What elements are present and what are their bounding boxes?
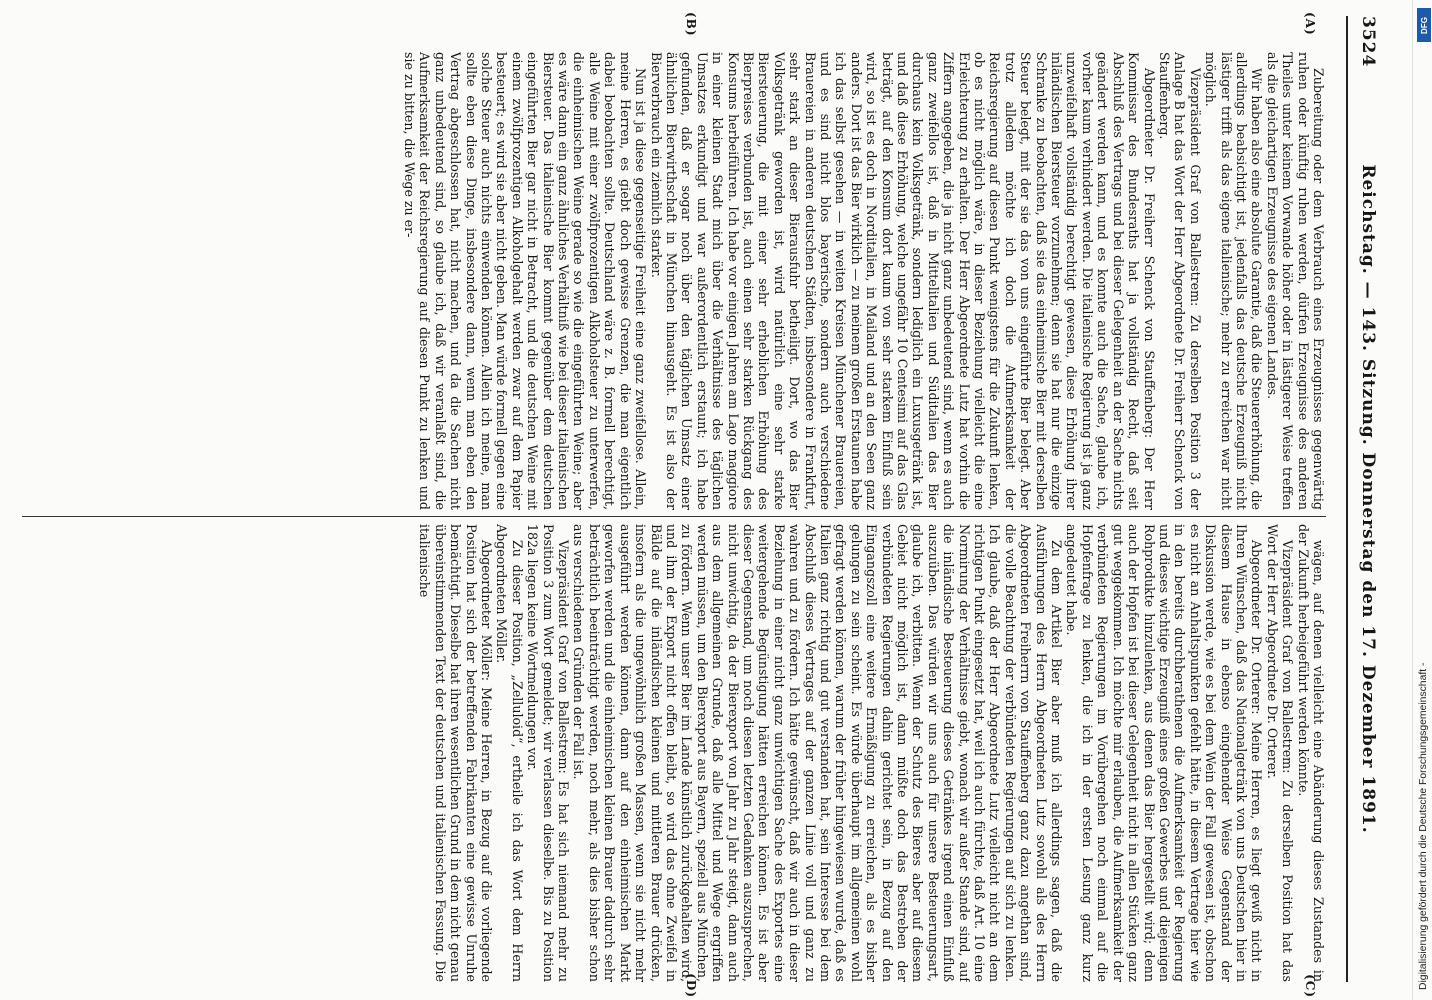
paragraph: Vizepräsident Graf von Ballestrem: Zu derselben Position hat das Wort der Herr Abgeordnete Dr. Orterer. <box>1264 524 1296 982</box>
scan-edge <box>1412 0 1413 1000</box>
paragraph: Nun ist ja diese gegenseitige Freiheit eine ganz zweifellose. Allein, meine Herren, es giebt doch gewisse Grenzen, die man eigentlich dabei beobachten sollte. Deutschland wäre z. B. formell berechtigt, alle Weine mit einer zwölfprozentigen Alkoholsteuer zu unterwerfen, die einheimischen Weine gerade so wie die eingeführten Weine; aber es wäre dann ein ganz ähnliches Verhältniß wie bei dieser italienischen Biersteuer. Das italienische Bier kommt gegenüber dem deutschen eingeführten Bier gar nicht in Betracht, und die deutschen Weine mit einem zwölfprozentigen Alkoholgehalt werden zwar auf dem Papier besteuert; es wird sie aber nicht geben. Man würde formell gegen eine solche Steuer auch nichts einwenden können. Allein ich meine, man sollte eben diese Dinge, insbesondere dann, wenn man eben den Vertrag abgeschlossen hat, nicht machen, und da die Sachen nicht ganz unbedeutend sind, so glaube ich, daß wir veranlaßt sind, die Aufmerksamkeit der Reichsregierung auf diesen Punkt zu lenken und sie zu bitten, die Wege zu er- <box>402 52 649 510</box>
page-title: Reichstag. — 143. Sitzung. Donnerstag den 17. Dezember 1891. <box>1358 164 1378 834</box>
paragraph: Vizepräsident Graf von Ballestrem: Zu derselben Position 3 der Anlage B hat das Wort der Herr Abgeordnete Dr. Freiherr Schenck von Stauffenberg. <box>1156 52 1203 510</box>
paragraph: Zubereitung oder dem Verbrauch eines Erzeugnisses gegenwärtig ruhen oder künftig ruhen werden, dürfen Erzeugnisse des anderen Theiles unter keinem Vorwande höher oder in lästigerer Weise treffen als die gleichartigen Erzeugnisse des eigenen Landes. <box>1264 52 1326 510</box>
column-divider <box>22 516 1326 517</box>
dfg-logo-text: DFG <box>1419 16 1429 34</box>
left-column <box>18 52 1326 510</box>
paragraph: Abgeordneter Dr. Freiherr Schenck von Stauffenberg: Der Herr Kommissar des Bundesraths hat ja vollständig Recht, daß seit Abschluß des Vertrags und bei dieser Gelegenheit an der Sache nichts geändert werden kann, und es konnte auch die Sache, glaube ich, vorher kaum verhindert werden. Die italienische Regierung ist ja ganz unzweifelhaft vollständig berechtigt gewesen, diese Erhöhung ihrer inländischen Biersteuer vorzunehmen; denn sie hat nur die einzige Schranke zu beobachten, daß sie das einheimische Bier mit derselben Steuer belegt, mit der sie das von uns eingeführte Bier belegt. Aber trotz alledem möchte ich doch die Aufmerksamkeit der Reichsregierung auf diesen Punkt wenigstens für die Zukunft lenken, ob es nicht möglich wäre, in dieser Beziehung vielleicht die eine Erleichterung zu erhalten. Der Herr Abgeordnete Lutz hat vorhin die Ziffern angegeben, die ja nicht ganz unbedeutend sind, wenn es auch ganz zweifellos ist, daß in Mittelitalien und Süditalien das Bier durchaus kein Volksgetränk, sondern lediglich ein Luxusgetränk ist, und daß diese Erhöhung, welche ungefähr 10 Centesimi auf das Glas beträgt, auf den Konsum dort kaum von sehr starkem Einfluß sein wird, so ist es doch in Norditalien, in Mailand und an den Seen ganz anders. Dort ist das Bier wirklich — zu meinem großen Erstaunen habe ich das selbst gesehen — in weiten Kreisen Münchener Brauereien, und es sind nicht blos bayerische, sondern auch verschiedene Brauereien in anderen deutschen Städten, insbesondere in Frankfurt, sehr stark an dieser Bierausfuhr betheiligt. Dort, wo das Bier Volksgetränk geworden ist, wird natürlich eine sehr starke Biersteuerung, die mit einer sehr erheblichen Erhöhung des Bierpreises verbunden ist, auch einen sehr starken Rückgang des Konsums herbeiführen. Ich habe vor einigen Jahren am Lago maggiore in einer kleinen Stadt mich über die Verhältnisse des täglichen Umsatzes erkundigt und war außerordentlich erstaunt; ich habe gefunden, daß er sogar noch über den täglichen Umsatz einer ähnlichen Bierwirthschaft in München hinausgeht. Es ist also der Bierverbrauch ein ziemlich starker. <box>648 52 1157 510</box>
paragraph: Zu dem Artikel Bier aber muß ich allerdings sagen, daß die Ausführungen des Herrn Abgeordneten Lutz sowohl als des Herrn Abgeordneten Freiherrn von Stauffenberg ganz dazu angethan sind, die volle Beachtung der verbündeten Regierungen auf sich zu lenken. Ich glaube, daß der Herr Abgeordnete Lutz vielleicht nicht an dem richtigen Punkt eingesetzt hat, weil ich auch fürchte, daß Art. 10 eine Normirung der Verhältnisse giebt, wonach wir außer Stande sind, auf die inländische Besteuerung dieses Getränkes irgend einen Einfluß auszuüben. Das würden wir uns auch für unsere Besteuerungsart, glaube ich, verbitten. Wenn der Schutz des Bieres aber auf diesem Gebiet nicht möglich ist, dann müßte doch das Bestreben der verbündeten Regierungen dahin gerichtet sein, in Bezug auf den Eingangszoll eine weitere Ermäßigung zu erreichen, als es bisher gelungen zu sein scheint. Es würde überhaupt im allgemeinen wohl gefragt werden können, warum der früher hingewiesen wurde, daß es Italien ganz richtig und gut verstanden hat, sein Interesse bei dem Abschluß dieses Vertrages auf der ganzen Linie voll und ganz zu wahren und zu fördern. Ich hätte gewünscht, daß wir auch in dieser Beziehung in einer nicht ganz unwichtigen Sache des Exportes eine weitergehende Begünstigung hätten erreichen können. Es ist aber dieser Gegenstand, um noch diesen letzten Gedanken auszusprechen, nicht unwichtig, da der Bierexport von Jahr zu Jahr steigt, dann auch aus dem allgemeinen Grunde, daß alle Mittel und Wege ergriffen werden müssen, um den Bierexport aus Bayern, speziell aus München, zu fördern. Wenn unser Bier im Lande künstlich zurückgehalten wird, und ihm der Export nicht offen bleibt, so wird das ohne Zweifel in Bälde auf die inländischen kleinen und mittleren Brauer drücken, insofern als die ungewöhnlich großen Massen, wenn sie nicht mehr ausgeführt werden können, dann auf den einheimischen Markt geworfen werden und die einheimischen kleinen Brauer dadurch sehr beträchtlich beeinträchtigt werden, noch mehr, als dies bisher schon aus verschiedenen Gründen der Fall ist. <box>571 524 1065 982</box>
paragraph: Abgeordneter Dr. Orterer: Meine Herren, es liegt gewiß nicht in Ihren Wünschen, daß das Nationalgetränk von uns Deutschen hier in diesem Hause in ebenso eingehender Weise Gegenstand der Diskussion werde, wie es bei dem Wein der Fall gewesen ist, obschon es nicht an Anhaltspunkten gefehlt hätte, in diesem Vertrage hier wie in den bereits durchberathenen die Aufmerksamkeit der Regierung und dieses wichtige Erzeugniß eines großen Gewerbes und diejenigen Rohprodukte hinzulenken, aus denen das Bier hergestellt wird; denn auch der Hopfen ist bei dieser Gelegenheit nicht in allen Stücken ganz gut weggekommen. Ich möchte mir erlauben, die Aufmerksamkeit der verbündeten Regierungen im Vorübergehen noch einmal auf die Hopfenfrage zu lenken, die ich in der ersten Lesung ganz kurz angedeutet habe. <box>1064 524 1265 982</box>
page-number: 3524 <box>1358 16 1378 68</box>
paragraph: Zu dieser Position, „Zelluloid“, ertheile ich das Wort dem Herrn Abgeordneten Möller. <box>494 524 525 982</box>
paragraph: wägen, auf denen vielleicht eine Abänderung dieses Zustandes in der Zukunft herbeigeführt werden könnte. <box>1295 524 1326 982</box>
dfg-logo <box>1417 8 1431 42</box>
margin-mark-d: (D) <box>684 973 698 998</box>
margin-mark-c: (C) <box>1303 974 1317 998</box>
digitization-credit: Digitalisierung gefördert durch die Deutsche Forschungsgemeinschaft - <box>1418 662 1429 990</box>
margin-mark-a: (A) <box>1303 12 1317 36</box>
page-header <box>1346 16 1388 982</box>
right-column <box>18 524 1326 982</box>
margin-mark-b: (B) <box>684 12 698 37</box>
paragraph: Wir haben also eine absolute Garantie, daß die Steuererhöhung, die allerdings beabsichtigt ist, jedenfalls das deutsche Erzeugniß nicht lästiger trifft als das eigene italienische; mehr zu erreichen war nicht möglich. <box>1203 52 1265 510</box>
paragraph: Vizepräsident Graf von Ballestrem: Es hat sich niemand mehr zu Position 3 zum Wort gemeldet; wir verlassen dieselbe. Bis zu Position 182a liegen keine Wortmeldungen vor. <box>525 524 572 982</box>
rotated-page-content <box>4 0 1412 1000</box>
paragraph: Abgeordneter Möller: Meine Herren, in Bezug auf die vorliegende Position hat sich der betreffenden Fabrikanten eine gewisse Unruhe bemächtigt. Dieselbe hat ihren wesentlichen Grund in dem nicht genau übereinstimmenden Text der deutschen und italienischen Fassung. Die italienische <box>417 524 495 982</box>
